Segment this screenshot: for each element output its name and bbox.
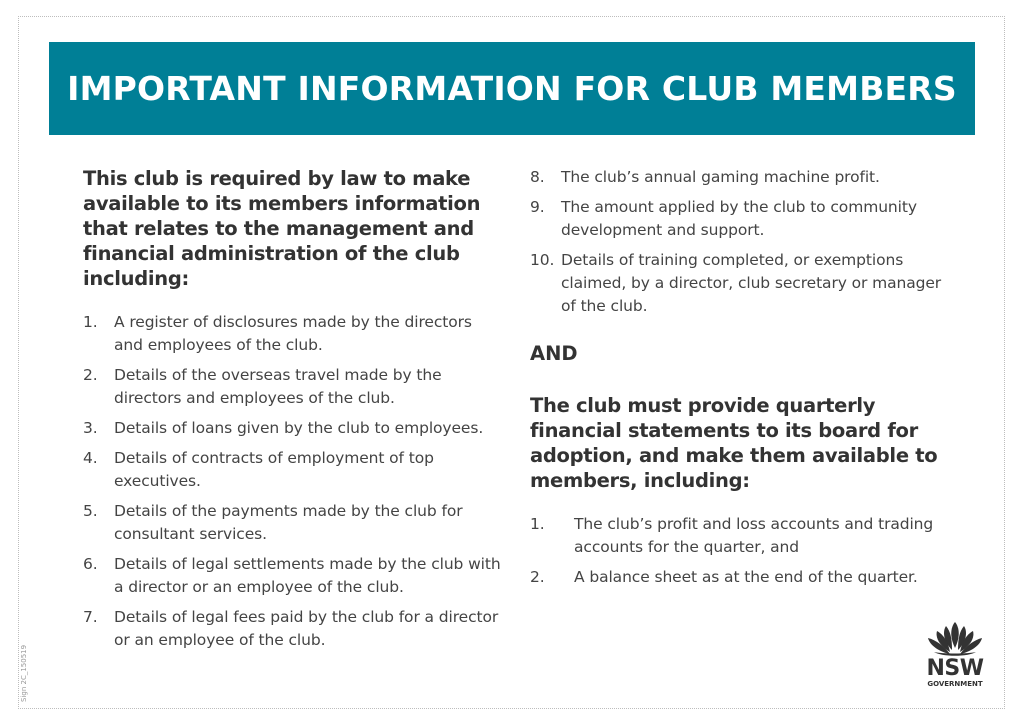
list-item: 6. Details of legal settlements made by the club with a director or an employee of the club. xyxy=(83,555,501,596)
sign-code: Sign 2C_150519 xyxy=(20,644,28,702)
intro-paragraph: This club is required by law to make available to its members information that relates to the management and financial administration of the club including: xyxy=(83,167,481,290)
nsw-government-logo xyxy=(920,620,990,692)
disclosure-list xyxy=(83,311,503,652)
quarterly-list xyxy=(530,513,960,589)
waratah-icon xyxy=(920,620,990,658)
list-item: 3. Details of loans given by the club to employees. xyxy=(83,419,484,437)
quarterly-paragraph: The club must provide quarterly financial statements to its board for adoption, and make them available to members, including: xyxy=(530,394,938,492)
list-item: 1. A register of disclosures made by the directors and employees of the club. xyxy=(83,313,472,354)
list-item: 4. Details of contracts of employment of top executives. xyxy=(83,449,434,490)
page-title: IMPORTANT INFORMATION FOR CLUB MEMBERS xyxy=(67,69,957,108)
logo-government-text: GOVERNMENT xyxy=(927,680,983,688)
and-heading: AND xyxy=(530,342,578,365)
list-item: 7. Details of legal fees paid by the club for a director or an employee of the club. xyxy=(83,608,499,649)
right-column xyxy=(530,166,960,596)
list-item: 1. The club’s profit and loss accounts and trading accounts for the quarter, and xyxy=(530,515,934,556)
list-item: 2. Details of the overseas travel made by the directors and employees of the club. xyxy=(83,366,442,407)
logo-nsw-text: NSW xyxy=(926,656,984,681)
list-item: 9. The amount applied by the club to community development and support. xyxy=(530,198,917,239)
left-column xyxy=(83,166,503,659)
list-item: 10. Details of training completed, or exemptions claimed, by a director, club secretary or manager of the club. xyxy=(530,251,942,315)
disclosure-list-continued xyxy=(530,166,960,318)
list-item: 8. The club’s annual gaming machine profit. xyxy=(530,168,880,186)
list-item: 5. Details of the payments made by the club for consultant services. xyxy=(83,502,463,543)
list-item: 2. A balance sheet as at the end of the quarter. xyxy=(530,568,918,586)
title-banner xyxy=(49,42,975,135)
